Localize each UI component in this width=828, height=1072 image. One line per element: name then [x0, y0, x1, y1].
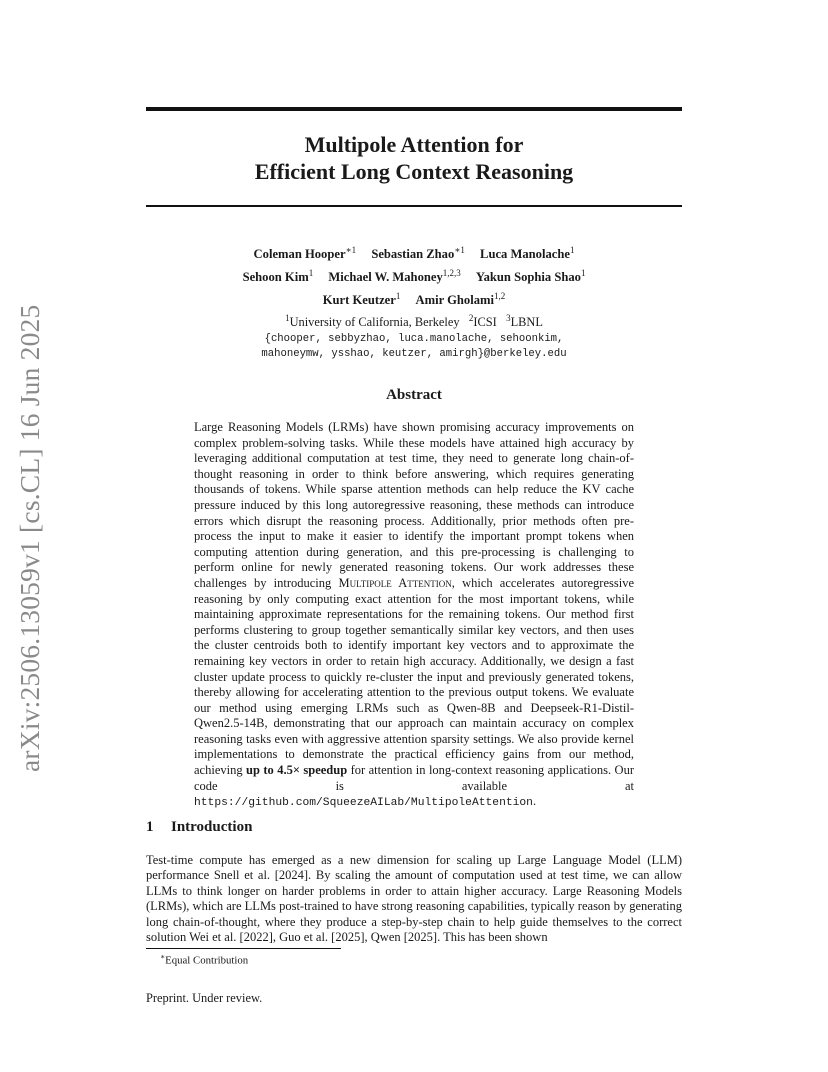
author: Sebastian Zhao$^{∗1}$: [371, 245, 465, 262]
introduction-text: Test-time compute has emerged as a new dimension for scaling up Large Language Model (LLM) performance Snell et al. [2024]. By scaling the amount of computation used at test time, we can allow LLMs to think longer on harder problems in order to attain higher accuracy. Large Reasoning Models (LRMs), which are LLMs post-trained to have strong reasoning capabilities, typically reason by generating long chain-of-thought, where they produce a step-by-step chain to help guide themselves to the correct solution Wei et al. [2022], Guo et al. [2025], Qwen [2025]. This has been shown: [146, 853, 682, 945]
method-name: Multipole Attention: [338, 575, 452, 590]
author: Michael W. Mahoney$^{1,2,3}$: [328, 267, 461, 284]
affiliations: $^1$University of California, Berkeley $^2$ICSI $^3$LBNL: [285, 313, 543, 330]
author: Luca Manolache$^1$: [480, 245, 575, 262]
speedup-highlight: up to 4.5× speedup: [246, 763, 348, 778]
author: Amir Gholami$^{1,2}$: [415, 290, 506, 307]
section-number: 1: [146, 819, 154, 835]
author: Yakun Sophia Shao$^1$: [475, 267, 586, 284]
author-line-1: [146, 241, 682, 264]
author: Sehoon Kim$^1$: [242, 267, 314, 284]
abstract-heading: Abstract: [386, 387, 442, 403]
section-heading: [146, 819, 252, 836]
paper-title: [146, 131, 682, 185]
author-block: [146, 241, 682, 362]
preprint-notice: Preprint. Under review.: [146, 991, 263, 1005]
abstract-body: Large Reasoning Models (LRMs) have shown promising accuracy improvements on complex problem-solving tasks. While these models have attained high accuracy by leveraging additional computation at test time, they need to generate long chain-of-thought reasoning in order to think before answering, which requires generating thousands of tokens. While sparse attention methods can help reduce the KV cache pressure induced by this long autoregressive reasoning, these methods can introduce errors which disrupt the reasoning process. Additionally, prior methods often pre-process the input to make it easier to identify the important prompt tokens when computing attention during generation, and this pre-processing is challenging to perform online for newly generated reasoning tokens. Our work addresses these challenges by introducing Multipole Attention, which accelerates autoregressive reasoning by only computing exact attention for the most important tokens, while maintaining approximate representations for the remaining tokens. Our method first performs clustering to group together semantically similar key vectors, and then uses the cluster centroids both to identify important key vectors and to approximate the remaining key vectors in order to retain high accuracy. Additionally, we design a fast cluster update process to quickly re-cluster the input and previously generated tokens, thereby allowing for accelerating attention to the previous output tokens. We evaluate our method using emerging LRMs such as Qwen-8B and Deepseek-R1-Distil-Qwen2.5-14B, demonstrating that our approach can maintain accuracy on complex reasoning tasks even with aggressive attention sparsity settings. We also provide kernel implementations to demonstrate the practical efficiency gains from our method, achieving up to 4.5× speedup for attention in long-context reasoning applications. Our code is available at https://github.com/SqueezeAILab/MultipoleAttention.: [194, 420, 634, 810]
title-top-rule: [146, 107, 682, 111]
author-emails: {chooper, sebbyzhao, luca.manolache, sehoonkim, mahoneymw, ysshao, keutzer, amirgh}@berkeley.edu: [261, 332, 567, 360]
title-line-2: Efficient Long Context Reasoning: [254, 159, 574, 184]
section-title: Introduction: [171, 819, 253, 835]
code-url-link[interactable]: https://github.com/SqueezeAILab/MultipoleAttention: [194, 797, 533, 810]
author: Coleman Hooper$^{∗1}$: [253, 245, 357, 262]
author-line-2: [146, 264, 682, 287]
title-bottom-rule: [146, 205, 682, 207]
footnote-rule: [146, 948, 341, 949]
footnote: ∗Equal Contribution: [160, 952, 249, 967]
author-line-3: [146, 286, 682, 309]
author: Kurt Keutzer$^1$: [322, 290, 401, 307]
title-line-1: Multipole Attention for: [304, 132, 524, 157]
arxiv-identifier: arXiv:2506.13059v1 [cs.CL] 16 Jun 2025: [14, 304, 45, 772]
